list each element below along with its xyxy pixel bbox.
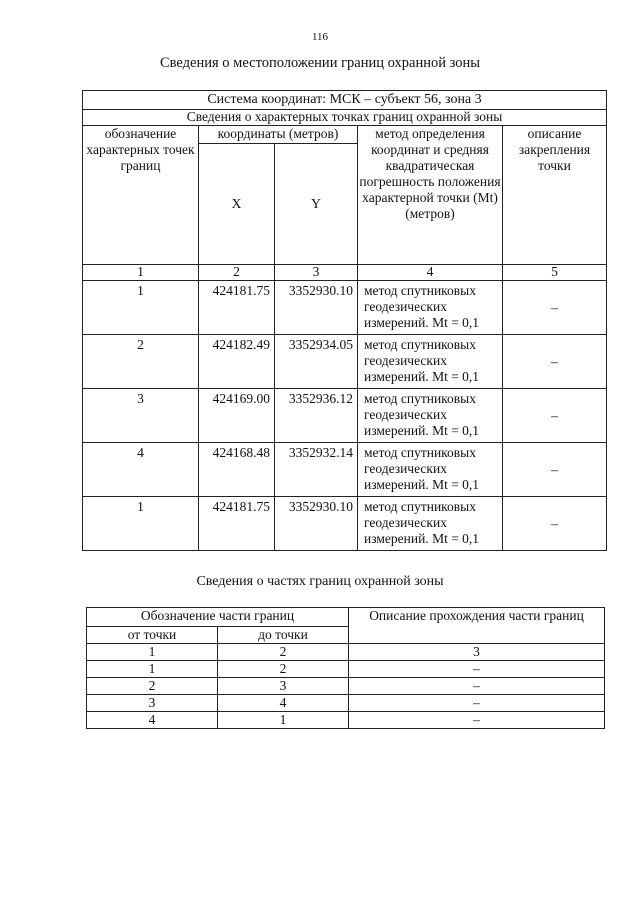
page-number: 116 (311, 31, 329, 43)
point-id: 1 (83, 497, 199, 551)
fixing-description: – (503, 443, 607, 497)
part-description: – (349, 695, 605, 712)
table-row (83, 335, 607, 389)
point-id: 2 (83, 335, 199, 389)
x-coordinate: 424182.49 (199, 335, 275, 389)
fixing-description: – (503, 497, 607, 551)
part-description: – (349, 712, 605, 729)
fixing-description: – (503, 389, 607, 443)
boundary-parts-table (86, 607, 605, 729)
header-method: метод определения координат и средняя квадратическая погрешность положения характерной точки (Mt) (метров) (358, 126, 503, 265)
header-from-point: от точки (87, 627, 218, 644)
table-row (87, 695, 605, 712)
column-number: 3 (349, 644, 605, 661)
y-coordinate: 3352930.10 (275, 497, 358, 551)
section-title-parts: Сведения о частях границ охранной зоны (196, 574, 444, 589)
column-number: 1 (83, 265, 199, 281)
method-text: метод спутниковых геодезических измерений. Mt = 0,1 (358, 443, 503, 497)
header-to-point: до точки (218, 627, 349, 644)
point-id: 1 (83, 281, 199, 335)
point-id: 3 (83, 389, 199, 443)
method-text: метод спутниковых геодезических измерений. Mt = 0,1 (358, 497, 503, 551)
x-coordinate: 424181.75 (199, 497, 275, 551)
table-row (87, 712, 605, 729)
column-number: 5 (503, 265, 607, 281)
x-coordinate: 424169.00 (199, 389, 275, 443)
characteristic-points-table (82, 90, 607, 551)
column-number: 4 (358, 265, 503, 281)
to-point: 3 (218, 678, 349, 695)
method-text: метод спутниковых геодезических измерений. Mt = 0,1 (358, 335, 503, 389)
method-text: метод спутниковых геодезических измерений. Mt = 0,1 (358, 281, 503, 335)
table-row (87, 661, 605, 678)
column-number: 2 (218, 644, 349, 661)
header-y: Y (275, 144, 358, 265)
to-point: 2 (218, 661, 349, 678)
header-fixing: описание закрепления точки (503, 126, 607, 265)
header-x: X (199, 144, 275, 265)
table-row (83, 497, 607, 551)
to-point: 1 (218, 712, 349, 729)
from-point: 1 (87, 661, 218, 678)
coord-system-caption: Система координат: МСК – субъект 56, зона 3 (83, 91, 607, 110)
to-point: 4 (218, 695, 349, 712)
from-point: 3 (87, 695, 218, 712)
fixing-description: – (503, 335, 607, 389)
part-description: – (349, 678, 605, 695)
point-id: 4 (83, 443, 199, 497)
table-row (87, 678, 605, 695)
column-number: 3 (275, 265, 358, 281)
header-point-designation: обозначение характерных точек границ (83, 126, 199, 265)
header-description: Описание прохождения части границ (349, 608, 605, 644)
fixing-description: – (503, 281, 607, 335)
part-description: – (349, 661, 605, 678)
y-coordinate: 3352934.05 (275, 335, 358, 389)
header-coordinates: координаты (метров) (199, 126, 358, 144)
table-row (83, 389, 607, 443)
table-row (83, 443, 607, 497)
from-point: 4 (87, 712, 218, 729)
column-number: 1 (87, 644, 218, 661)
method-text: метод спутниковых геодезических измерений. Mt = 0,1 (358, 389, 503, 443)
from-point: 2 (87, 678, 218, 695)
table-row (83, 281, 607, 335)
x-coordinate: 424168.48 (199, 443, 275, 497)
y-coordinate: 3352932.14 (275, 443, 358, 497)
section-title-location: Сведения о местоположении границ охранной зоны (159, 55, 480, 71)
x-coordinate: 424181.75 (199, 281, 275, 335)
y-coordinate: 3352936.12 (275, 389, 358, 443)
column-number: 2 (199, 265, 275, 281)
points-table-subtitle: Сведения о характерных точках границ охранной зоны (83, 110, 607, 126)
header-part-designation: Обозначение части границ (87, 608, 349, 627)
y-coordinate: 3352930.10 (275, 281, 358, 335)
